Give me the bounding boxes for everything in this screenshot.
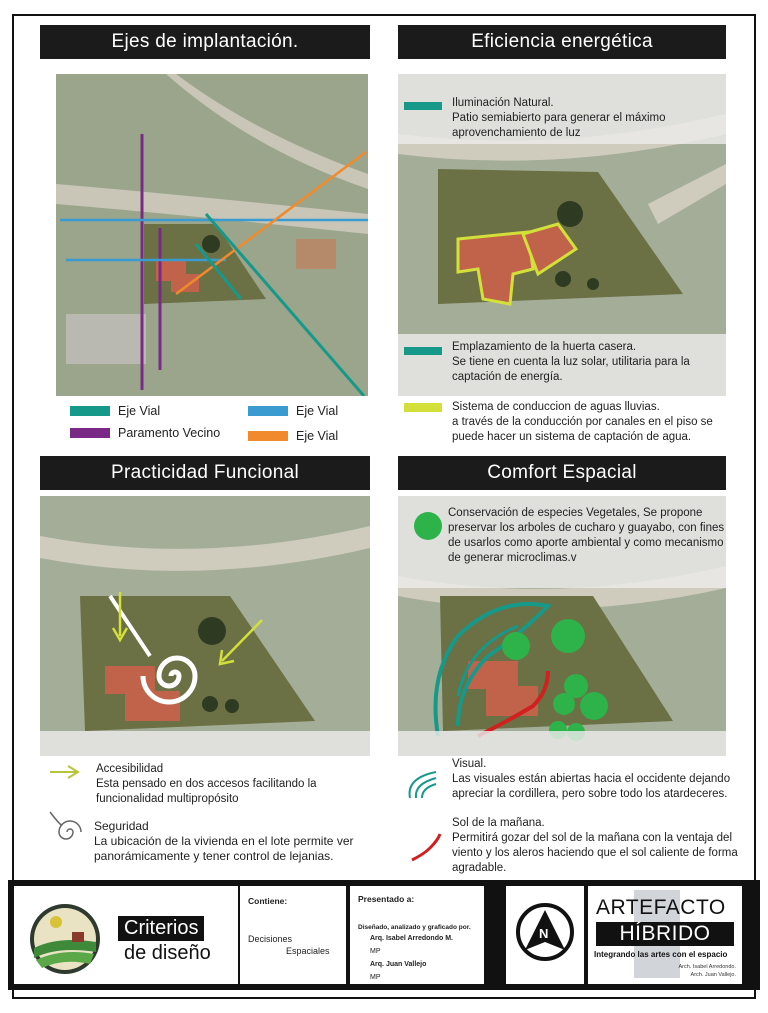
energy-item-garden: Emplazamiento de la huerta casera. Se tiene en cuenta la luz solar, utilitaria para la captación de energía. [452,341,690,383]
footer-title-line1: Criterios [118,916,204,941]
author1: Arq. Isabel Arredondo M. [370,935,453,942]
legend-swatch [70,428,110,438]
legend-item-eje-vial-orange: Eje Vial [248,429,338,443]
presentado-label: Presentado a: [358,894,415,904]
footer-compass-box [506,886,584,984]
morning-sun-icon [410,832,444,864]
energy-item-natural-light: Iluminación Natural. Patio semiabierto para generar el máximo aprovenchamiento de luz [452,97,666,139]
brand-line1: ARTEFACTO [596,896,726,919]
disenado-label: Diseñado, analizado y graficado por. [358,924,471,931]
site-aerial-map-practical [40,496,370,756]
legend-swatch [248,406,288,416]
legend-swatch [70,406,110,416]
panel-title-practicidad: Practicidad Funcional [40,456,370,490]
practical-item-security: Seguridad La ubicación de la vivienda en el lote permite ver panorámicamente y tener control de lejanias. [94,819,354,863]
legend-item-eje-vial-teal: Eje Vial [70,404,160,418]
legend-item-eje-vial-blue: Eje Vial [248,404,338,418]
mp1: MP [370,948,381,955]
contiene-label: Contiene: [248,896,288,906]
farm-logo-icon [28,902,102,976]
contiene-value1: Decisiones [248,934,293,944]
comfort-item-sun: Sol de la mañana. Permitirá gozar del sol de la mañana con la ventaja del viento y los aleros haciendo que el sol caliente de forma agradable. [452,817,738,874]
brand-credit2: Arch. Juan Vallejo. [690,972,736,978]
contiene-value2: Espaciales [286,946,330,956]
panel-title-eficiencia: Eficiencia energética [398,25,726,59]
site-aerial-map-ejes [56,74,368,396]
mp2: MP [370,974,381,981]
footer-contiene-box [240,886,346,984]
security-spiral-icon [46,808,86,846]
brand-tagline: Integrando las artes con el espacio [594,950,728,959]
footer-authors-box [350,886,484,984]
brand-credit1: Arch. Isabel Arredondo. [678,964,736,970]
access-arrow-icon [48,764,82,780]
comfort-item-vegetation: Conservación de especies Vegetales, Se propone preservar los arboles de cucharo y guayabo, con fines de usarlos como aporte ambiental y como mecanismo de generar microclimas.v [448,507,725,564]
footer-title-line2: de diseño [124,942,211,964]
comfort-item-visual: Visual. Las visuales están abiertas hacia el occidente dejando apreciar la cordillera, pero sobre todo los atardeceres. [452,758,731,800]
panel-title-ejes: Ejes de implantación. [40,25,370,59]
panel-title-comfort: Comfort Espacial [398,456,726,490]
compass-letter: N [539,926,549,941]
visual-icon [404,768,440,802]
energy-item-rainwater: Sistema de conduccion de aguas lluvias. a través de la conducción por canales en el piso se puede hacer un sistema de captación de agua. [452,401,713,443]
footer-title-box [14,886,238,984]
legend-swatch [248,431,288,441]
practical-item-access: Accesibilidad Esta pensado en dos accesos facilitando la funcionalidad multipropósito [96,763,317,805]
legend-item-paramento-vecino: Paramento Vecino [70,426,220,440]
author2: Arq. Juan Vallejo [370,961,427,968]
legend-swatch-yellow [404,403,442,412]
brand-line2: HÍBRIDO [596,922,734,946]
footer-brand-box [588,886,742,984]
